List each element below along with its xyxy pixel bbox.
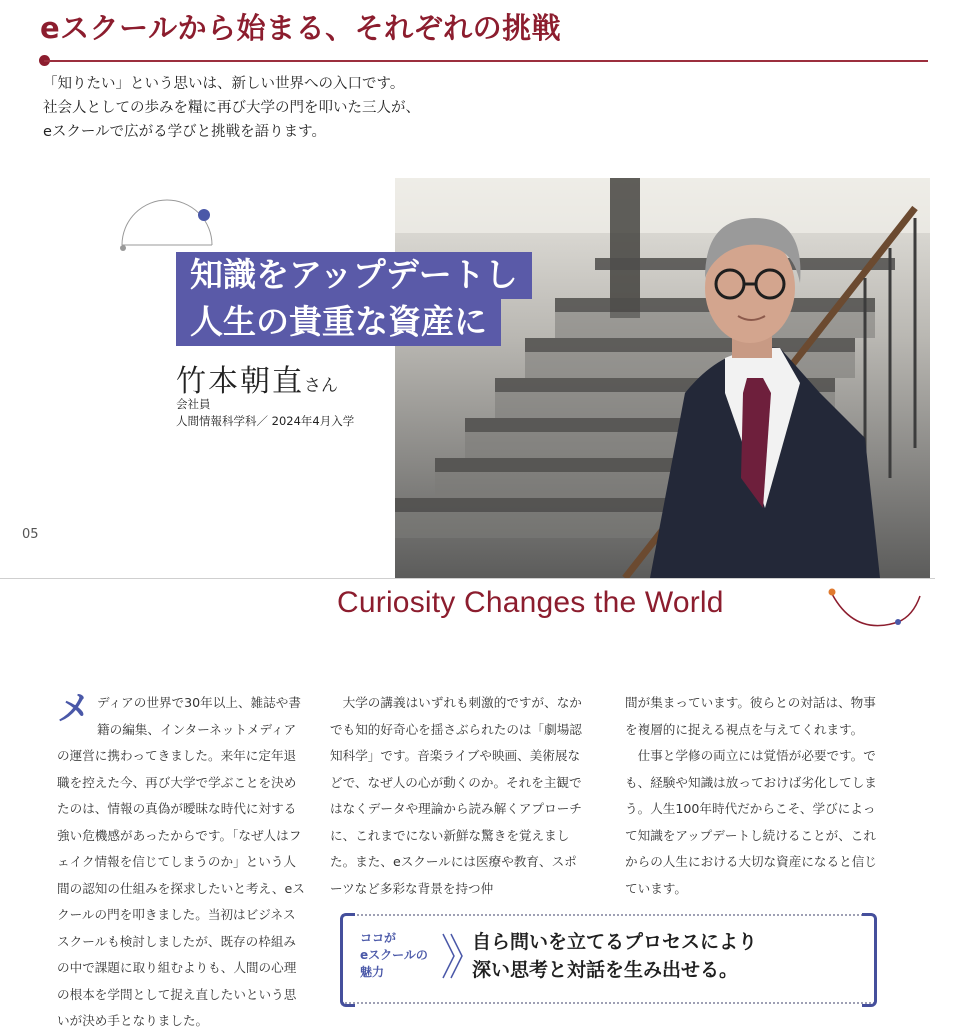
section-divider [0, 578, 935, 579]
article-paragraph: 間が集まっています。彼らとの対話は、物事を複層的に捉える視点を与えてくれます。 [625, 695, 876, 737]
person-profile [176, 396, 354, 430]
article-column-3 [625, 690, 887, 902]
article-paragraph: ディアの世界で30年以上、雑誌や書籍の編集、インターネットメディアの運営に携わってきました。来年に定年退職を控えた今、再び大学で学ぶことを決めたのは、情報の真偽が曖昧な時代に対する強い危機感があったからです。「なぜ人はフェイク情報を信じてしまうのか」という人間の認知の仕組みを探求したいと考え、eスクールの門を叩きました。当初はビジネススクールも検討しましたが、既存の枠組みの中で課題に取り組むよりも、人間の心理の根本を学問として捉え直したいという思いが決め手となりました。 [57, 695, 305, 1028]
callout-text [472, 928, 757, 984]
person-honorific: さん [304, 376, 338, 396]
dropcap: メ [57, 689, 91, 729]
callout-label-line: 魅力 [360, 965, 385, 979]
callout-text-line: 自ら問いを立てるプロセスにより [472, 931, 758, 953]
person-name [176, 356, 338, 400]
callout-bracket-right [862, 913, 877, 1007]
callout-bracket-left [340, 913, 355, 1007]
page-number: 05 [22, 527, 39, 542]
person-department: 人間情報科学科／ 2024年4月入学 [176, 414, 355, 428]
callout-label [360, 930, 428, 981]
person-name-text: 竹本朝直 [176, 364, 304, 399]
callout-label-line: ココが [360, 931, 397, 945]
headline [176, 252, 532, 346]
portrait-illustration [395, 178, 930, 578]
article-column-2 [330, 690, 582, 902]
highlight-callout [342, 914, 875, 1004]
tagline: Curiosity Changes the World [337, 586, 724, 619]
intro-text [43, 72, 420, 144]
title-rule [44, 60, 928, 62]
page-title: eスクールから始まる、それぞれの挑戦 [40, 11, 562, 45]
swoosh-decoration [818, 582, 928, 642]
callout-text-line: 深い思考と対話を生み出せる。 [472, 959, 739, 981]
headline-line: 人生の貴重な資産に [176, 299, 501, 346]
person-occupation: 会社員 [176, 397, 211, 411]
callout-label-line: eスクールの [360, 948, 428, 962]
double-chevron-icon [440, 930, 466, 982]
portrait-photo [395, 178, 930, 578]
article-paragraph: 仕事と学修の両立には覚悟が必要です。でも、経験や知識は放っておけば劣化してしまう。人生100年時代だからこそ、学びによって知識をアップデートし続けることが、これからの人生における大切な資産になると信じています。 [625, 748, 877, 896]
intro-line: eスクールで広がる学びと挑戦を語ります。 [43, 124, 326, 140]
intro-line: 社会人としての歩みを糧に再び大学の門を叩いた三人が、 [43, 100, 420, 116]
headline-line: 知識をアップデートし [176, 252, 532, 299]
article-paragraph: 大学の講義はいずれも刺激的ですが、なかでも知的好奇心を揺さぶられたのは「劇場認知科学」です。音楽ライブや映画、美術展などで、なぜ人の心が動くのか。それを主観ではなくデータや理論から読み解くアプローチに、これまでにない新鮮な驚きを覚えました。また、eスクールには医療や教育、スポーツなど多彩な背景を持つ仲 [330, 695, 582, 896]
intro-line: 「知りたい」という思いは、新しい世界への入口です。 [43, 76, 405, 92]
article-column-1 [57, 690, 308, 1035]
